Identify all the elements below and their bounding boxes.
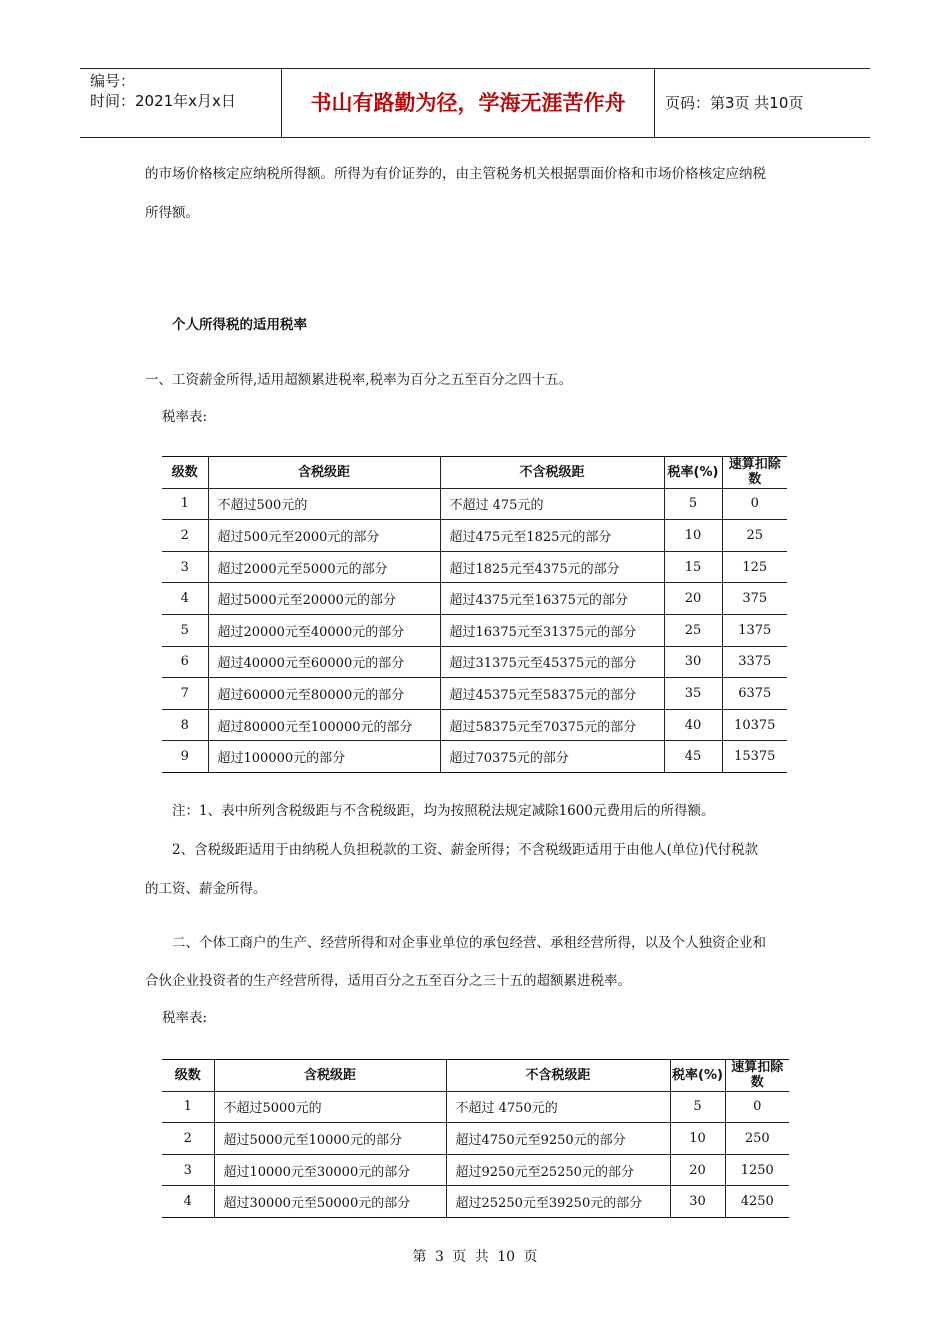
table-1-body bbox=[162, 488, 787, 772]
note-3: 的工资、薪金所得。 bbox=[145, 881, 267, 897]
cell-taxable: 超过20000元至40000元的部分 bbox=[208, 614, 440, 646]
cell-non-taxable: 超过25250元至39250元的部分 bbox=[446, 1186, 670, 1218]
intro-line-2: 所得额。 bbox=[145, 205, 199, 221]
cell-non-taxable: 超过31375元至45375元的部分 bbox=[440, 646, 664, 678]
cell-level: 1 bbox=[162, 1091, 214, 1123]
header-motto: 书山有路勤为径，学海无涯苦作舟 bbox=[282, 69, 655, 137]
table-row bbox=[162, 741, 787, 773]
cell-deduction: 3375 bbox=[722, 646, 787, 678]
cell-taxable: 超过60000元至80000元的部分 bbox=[208, 678, 440, 710]
header-level: 级数 bbox=[162, 457, 208, 489]
cell-deduction: 25 bbox=[722, 520, 787, 552]
cell-deduction: 0 bbox=[722, 488, 787, 520]
cell-rate: 30 bbox=[670, 1186, 725, 1218]
table-row bbox=[162, 1091, 789, 1123]
header-meta bbox=[80, 69, 282, 137]
part2-line-2: 合伙企业投资者的生产经营所得，适用百分之五至百分之三十五的超额累进税率。 bbox=[145, 973, 631, 989]
table-row bbox=[162, 646, 787, 678]
header-rate: 税率(%) bbox=[670, 1060, 725, 1092]
cell-level: 7 bbox=[162, 678, 208, 710]
cell-rate: 20 bbox=[670, 1154, 725, 1186]
cell-rate: 15 bbox=[664, 551, 722, 583]
cell-taxable: 不超过5000元的 bbox=[214, 1091, 446, 1123]
table-header-row bbox=[162, 1060, 789, 1092]
cell-taxable: 超过5000元至20000元的部分 bbox=[208, 583, 440, 615]
header-non-taxable: 不含税级距 bbox=[440, 457, 664, 489]
cell-taxable: 超过100000元的部分 bbox=[208, 741, 440, 773]
number-label: 编号： bbox=[90, 72, 136, 90]
cell-level: 5 bbox=[162, 614, 208, 646]
table-row bbox=[162, 1154, 789, 1186]
cell-level: 6 bbox=[162, 646, 208, 678]
cell-non-taxable: 超过45375元至58375元的部分 bbox=[440, 678, 664, 710]
cell-rate: 10 bbox=[670, 1123, 725, 1155]
section-title: 个人所得税的适用税率 bbox=[172, 317, 307, 333]
cell-level: 2 bbox=[162, 520, 208, 552]
table-row bbox=[162, 488, 787, 520]
cell-taxable: 不超过500元的 bbox=[208, 488, 440, 520]
cell-deduction: 1250 bbox=[725, 1154, 789, 1186]
tax-rate-table-1 bbox=[162, 456, 787, 773]
table-row bbox=[162, 1123, 789, 1155]
part2-table-label: 税率表: bbox=[162, 1010, 208, 1026]
cell-deduction: 10375 bbox=[722, 709, 787, 741]
table-row bbox=[162, 1186, 789, 1218]
cell-level: 3 bbox=[162, 551, 208, 583]
cell-rate: 45 bbox=[664, 741, 722, 773]
cell-non-taxable: 超过70375元的部分 bbox=[440, 741, 664, 773]
cell-level: 3 bbox=[162, 1154, 214, 1186]
part2-line-1: 二、个体工商户的生产、经营所得和对企事业单位的承包经营、承租经营所得，以及个人独资企业和 bbox=[172, 935, 766, 951]
cell-rate: 10 bbox=[664, 520, 722, 552]
cell-non-taxable: 超过58375元至70375元的部分 bbox=[440, 709, 664, 741]
header-taxable: 含税级距 bbox=[208, 457, 440, 489]
part1-table-label: 税率表: bbox=[162, 409, 208, 425]
cell-deduction: 375 bbox=[722, 583, 787, 615]
cell-non-taxable: 超过475元至1825元的部分 bbox=[440, 520, 664, 552]
cell-deduction: 125 bbox=[722, 551, 787, 583]
table-row bbox=[162, 614, 787, 646]
page-footer: 第 3 页 共 10 页 bbox=[412, 1249, 538, 1265]
cell-level: 4 bbox=[162, 1186, 214, 1218]
page-header bbox=[80, 68, 870, 138]
part1-heading: 一、工资薪金所得,适用超额累进税率,税率为百分之五至百分之四十五。 bbox=[145, 372, 573, 388]
cell-taxable: 超过80000元至100000元的部分 bbox=[208, 709, 440, 741]
cell-deduction: 15375 bbox=[722, 741, 787, 773]
cell-level: 1 bbox=[162, 488, 208, 520]
cell-rate: 25 bbox=[664, 614, 722, 646]
header-taxable: 含税级距 bbox=[214, 1060, 446, 1092]
table-2-body bbox=[162, 1091, 789, 1217]
cell-level: 2 bbox=[162, 1123, 214, 1155]
cell-deduction: 0 bbox=[725, 1091, 789, 1123]
cell-taxable: 超过10000元至30000元的部分 bbox=[214, 1154, 446, 1186]
header-non-taxable: 不含税级距 bbox=[446, 1060, 670, 1092]
date-label: 时间：2021年x月x日 bbox=[90, 92, 236, 110]
cell-deduction: 1375 bbox=[722, 614, 787, 646]
cell-taxable: 超过500元至2000元的部分 bbox=[208, 520, 440, 552]
note-2: 2、含税级距适用于由纳税人负担税款的工资、薪金所得；不含税级距适用于由他人(单位)代付税款 bbox=[172, 842, 759, 858]
cell-non-taxable: 不超过 475元的 bbox=[440, 488, 664, 520]
header-deduction: 速算扣除数 bbox=[725, 1060, 789, 1092]
table-row bbox=[162, 551, 787, 583]
cell-rate: 30 bbox=[664, 646, 722, 678]
header-page-label: 页码：第3页 共10页 bbox=[665, 94, 804, 112]
cell-non-taxable: 不超过 4750元的 bbox=[446, 1091, 670, 1123]
note-1: 注：1、表中所列含税级距与不含税级距，均为按照税法规定减除1600元费用后的所得额。 bbox=[172, 803, 715, 819]
cell-level: 4 bbox=[162, 583, 208, 615]
table-row bbox=[162, 520, 787, 552]
tax-rate-table-2 bbox=[162, 1059, 789, 1218]
header-deduction: 速算扣除数 bbox=[722, 457, 787, 489]
cell-level: 9 bbox=[162, 741, 208, 773]
cell-deduction: 4250 bbox=[725, 1186, 789, 1218]
header-rate: 税率(%) bbox=[664, 457, 722, 489]
cell-non-taxable: 超过9250元至25250元的部分 bbox=[446, 1154, 670, 1186]
cell-level: 8 bbox=[162, 709, 208, 741]
cell-taxable: 超过30000元至50000元的部分 bbox=[214, 1186, 446, 1218]
cell-taxable: 超过5000元至10000元的部分 bbox=[214, 1123, 446, 1155]
cell-taxable: 超过40000元至60000元的部分 bbox=[208, 646, 440, 678]
cell-taxable: 超过2000元至5000元的部分 bbox=[208, 551, 440, 583]
cell-non-taxable: 超过4375元至16375元的部分 bbox=[440, 583, 664, 615]
table-row bbox=[162, 709, 787, 741]
cell-non-taxable: 超过1825元至4375元的部分 bbox=[440, 551, 664, 583]
cell-rate: 35 bbox=[664, 678, 722, 710]
cell-rate: 5 bbox=[664, 488, 722, 520]
table-row bbox=[162, 583, 787, 615]
cell-non-taxable: 超过4750元至9250元的部分 bbox=[446, 1123, 670, 1155]
cell-rate: 40 bbox=[664, 709, 722, 741]
intro-line-1: 的市场价格核定应纳税所得额。所得为有价证券的，由主管税务机关根据票面价格和市场价格核定应纳税 bbox=[145, 166, 766, 182]
cell-rate: 20 bbox=[664, 583, 722, 615]
table-row bbox=[162, 678, 787, 710]
cell-rate: 5 bbox=[670, 1091, 725, 1123]
cell-deduction: 250 bbox=[725, 1123, 789, 1155]
table-header-row bbox=[162, 457, 787, 489]
cell-non-taxable: 超过16375元至31375元的部分 bbox=[440, 614, 664, 646]
cell-deduction: 6375 bbox=[722, 678, 787, 710]
header-level: 级数 bbox=[162, 1060, 214, 1092]
